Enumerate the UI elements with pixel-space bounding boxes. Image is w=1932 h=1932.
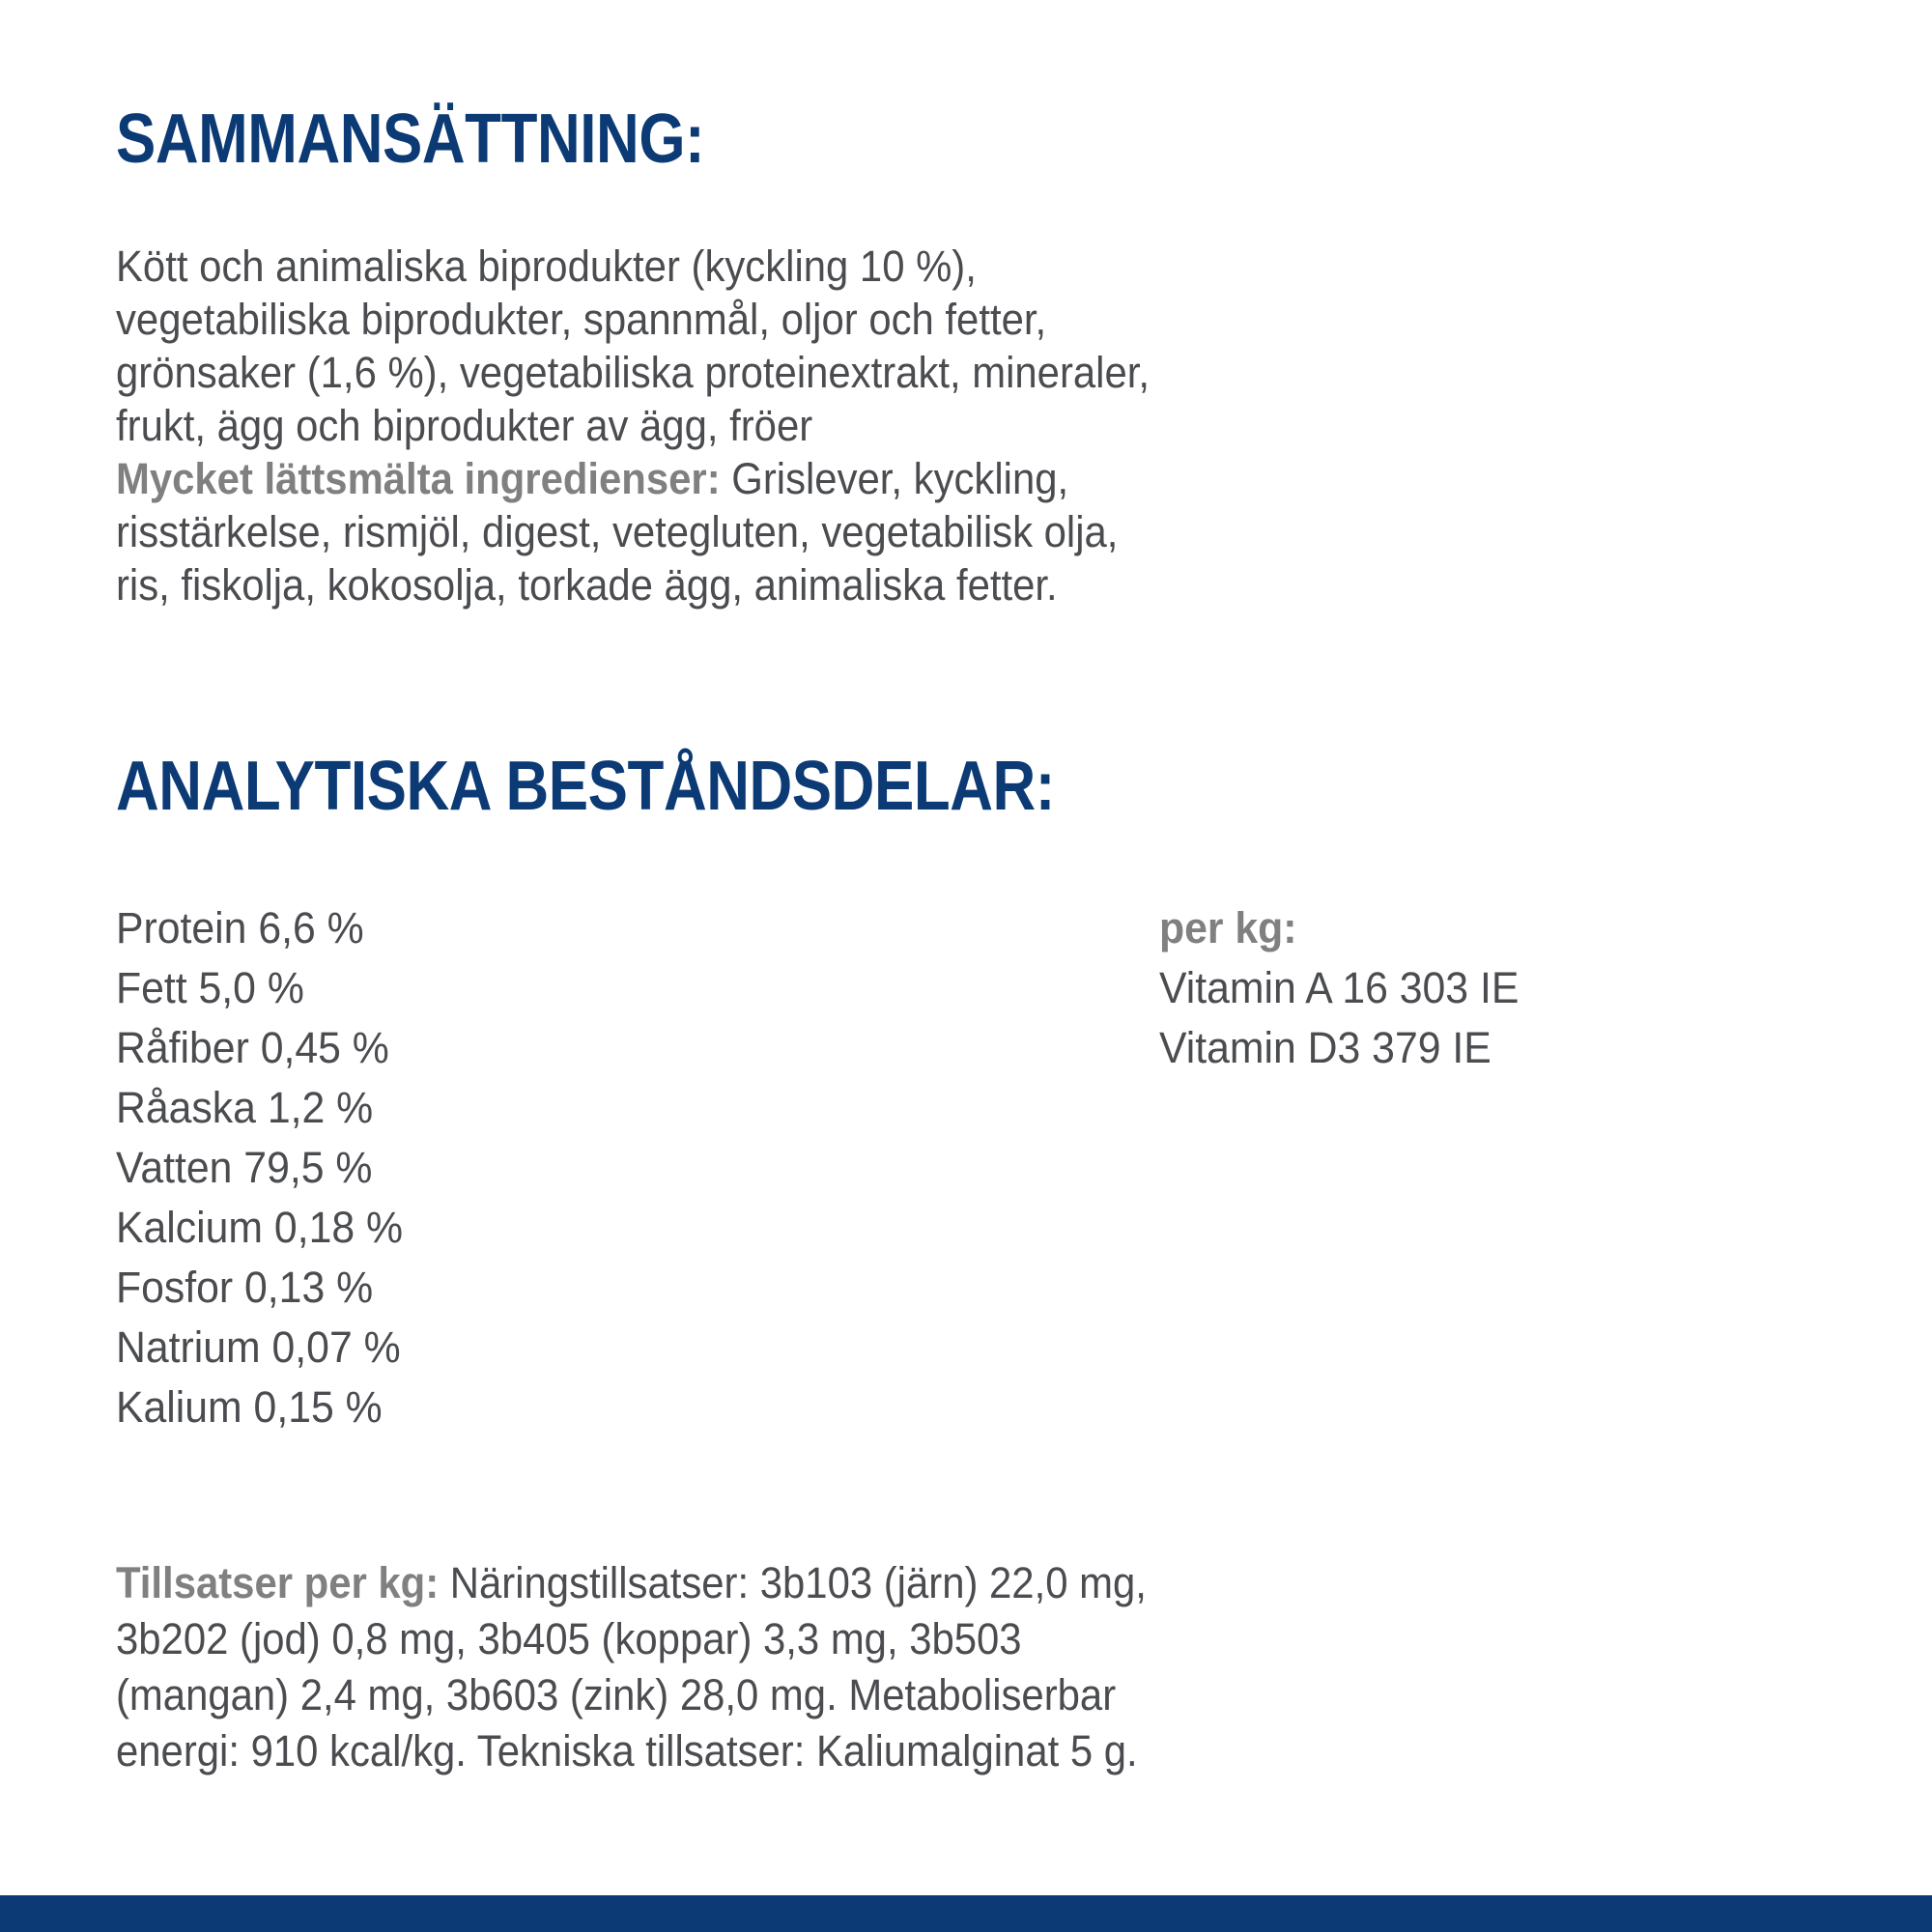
- additives-text: Näringstillsatser: 3b103 (järn) 22,0 mg,: [439, 1558, 1147, 1607]
- additives-line: (mangan) 2,4 mg, 3b603 (zink) 28,0 mg. Metaboliserbar: [116, 1670, 1117, 1719]
- vitamin-row: Vitamin A 16 303 IE: [1159, 963, 1520, 1012]
- per-kg-label: per kg:: [1159, 903, 1297, 952]
- ingredients-line: grönsaker (1,6 %), vegetabiliska proteinextrakt, mineraler,: [116, 348, 1151, 397]
- additives-line: [116, 1555, 1751, 1611]
- constituent-row: Protein 6,6 %: [116, 903, 364, 952]
- vitamin-row: Vitamin D3 379 IE: [1159, 1023, 1492, 1072]
- analytical-heading-wrapper: [116, 748, 1208, 825]
- constituent-row: Råaska 1,2 %: [116, 1083, 374, 1132]
- constituent-row: Fett 5,0 %: [116, 963, 304, 1012]
- vitamins-list: [1159, 898, 1538, 1078]
- constituent-row: Kalium 0,15 %: [116, 1382, 383, 1432]
- highly-digestible-line: risstärkelse, rismjöl, digest, vetegluten, vegetabilisk olja,: [116, 507, 1119, 556]
- additives-line: energi: 910 kcal/kg. Tekniska tillsatser: Kaliumalginat 5 g.: [116, 1726, 1138, 1776]
- highly-digestible-line: [116, 452, 1804, 505]
- composition-heading-wrapper: [116, 100, 800, 178]
- constituent-row: Vatten 79,5 %: [116, 1143, 373, 1192]
- bottom-brand-bar: [0, 1895, 1932, 1932]
- additives-paragraph: [116, 1555, 1751, 1779]
- additives-line: 3b202 (jod) 0,8 mg, 3b405 (koppar) 3,3 mg, 3b503: [116, 1614, 1022, 1663]
- additives-label: Tillsatser per kg:: [116, 1558, 440, 1607]
- analytical-heading: ANALYTISKA BESTÅNDSDELAR:: [116, 748, 1055, 825]
- highly-digestible-label: Mycket lättsmälta ingredienser:: [116, 454, 721, 503]
- constituent-row: Råfiber 0,45 %: [116, 1023, 389, 1072]
- highly-digestible-line: ris, fiskolja, kokosolja, torkade ägg, animaliska fetter.: [116, 560, 1058, 610]
- ingredients-paragraph: [116, 240, 1804, 611]
- analytical-constituents-list: [116, 898, 418, 1437]
- highly-digestible-text: Grislever, kyckling,: [720, 454, 1069, 503]
- composition-heading: SAMMANSÄTTNING:: [116, 100, 705, 178]
- constituent-row: Fosfor 0,13 %: [116, 1263, 374, 1312]
- constituent-row: Natrium 0,07 %: [116, 1322, 401, 1372]
- ingredients-line: vegetabiliska biprodukter, spannmål, oljor och fetter,: [116, 295, 1047, 344]
- ingredients-line: Kött och animaliska biprodukter (kyckling 10 %),: [116, 242, 977, 291]
- ingredients-line: frukt, ägg och biprodukter av ägg, fröer: [116, 401, 813, 450]
- constituent-row: Kalcium 0,18 %: [116, 1203, 404, 1252]
